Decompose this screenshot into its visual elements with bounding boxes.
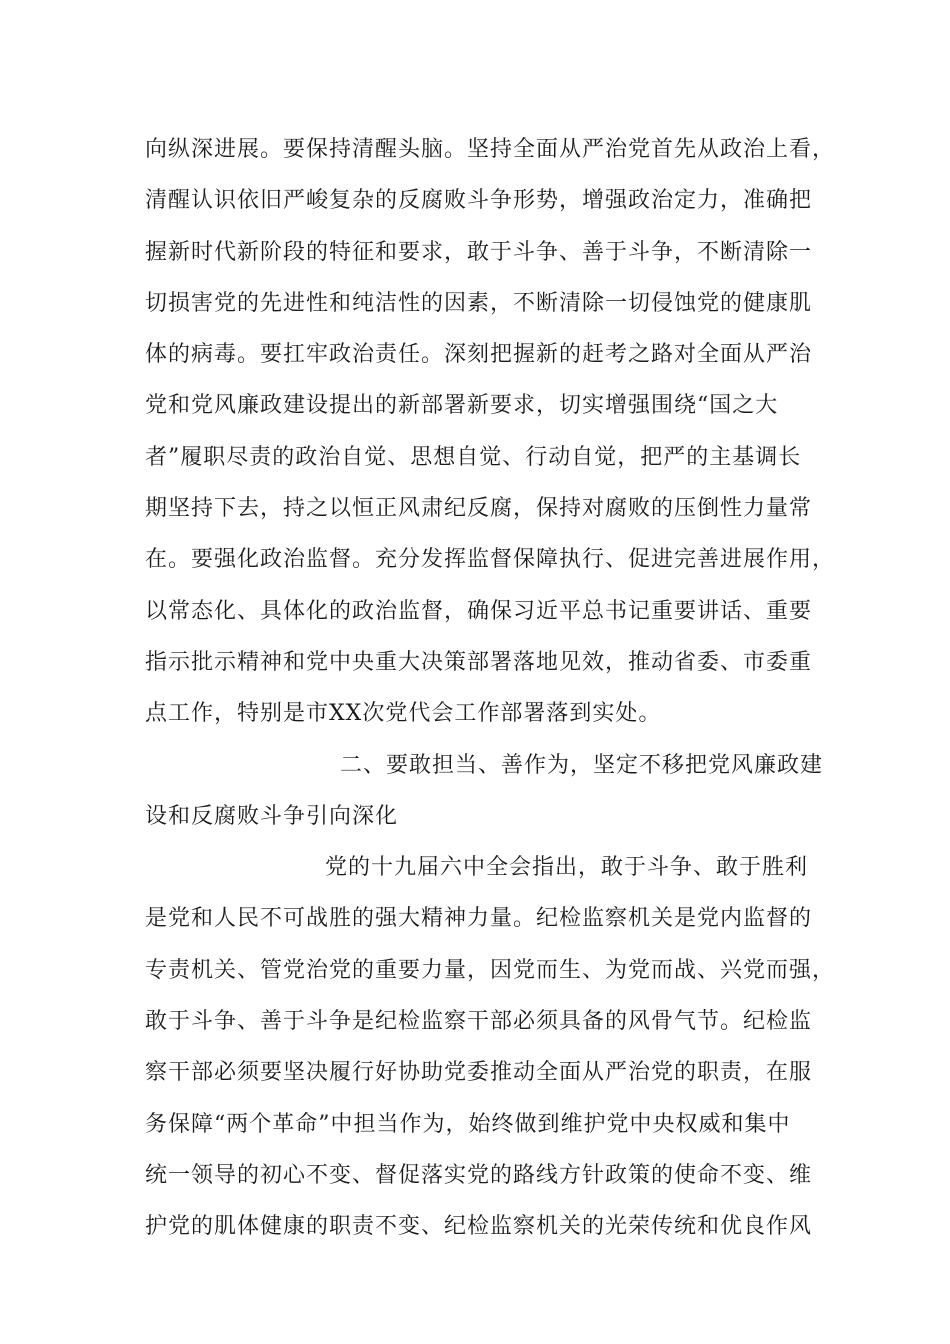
text-line: 在。要强化政治监督。充分发挥监督保障执行、促进完善进展作用， [145,547,835,573]
text-line: 党的十九届六中全会指出，敢于斗争、敢于胜利 [325,855,809,881]
text-line: 切损害党的先进性和纯洁性的因素，不断清除一切侵蚀党的健康肌 [145,290,813,316]
text-line: 察干部必须要坚决履行好协助党委推动全面从严治党的职责，在服 [145,1060,813,1086]
text-line: 党和党风廉政建设提出的新部署新要求，切实增强围绕“国之大 [145,393,779,419]
text-line: 务保障“两个革命”中担当作为，始终做到维护党中央权威和集中 [145,1111,791,1137]
section-heading-line: 设和反腐败斗争引向深化 [145,803,399,829]
text-line: 是党和人民不可战胜的强大精神力量。纪检监察机关是党内监督的 [145,906,813,932]
text-line: 统一领导的初心不变、督促落实党的路线方针政策的使命不变、维 [145,1162,813,1188]
text-line: 点工作，特别是市XX次党代会工作部署落到实处。 [145,701,662,727]
text-line: 向纵深进展。要保持清醒头脑。坚持全面从严治党首先从政治上看， [145,137,835,162]
text-line: 者”履职尽责的政治自觉、思想自觉、行动自觉，把严的主基调长 [145,444,802,470]
text-line: 护党的肌体健康的职责不变、纪检监察机关的光荣传统和优良作风 [145,1214,813,1240]
text-line: 期坚持下去，持之以恒正风肃纪反腐，保持对腐败的压倒性力量常 [145,496,813,522]
text-line: 体的病毒。要扛牢政治责任。深刻把握新的赶考之路对全面从严治 [145,342,813,368]
text-line: 清醒认识依旧严峻复杂的反腐败斗争形势，增强政治定力，准确把 [145,188,813,214]
section-heading-line: 二、要敢担当、善作为，坚定不移把党风廉政建 [340,752,824,778]
text-line: 指示批示精神和党中央重大决策部署落地见效，推动省委、市委重 [145,649,813,675]
text-line: 专责机关、管党治党的重要力量，因党而生、为党而战、兴党而强， [145,957,835,983]
text-line: 握新时代新阶段的特征和要求，敢于斗争、善于斗争，不断清除一 [145,239,813,265]
text-line: 以常态化、具体化的政治监督，确保习近平总书记重要讲话、重要 [145,598,813,624]
text-line: 敢于斗争、善于斗争是纪检监察干部必须具备的风骨气节。纪检监 [145,1009,813,1035]
document-body [145,124,835,1253]
